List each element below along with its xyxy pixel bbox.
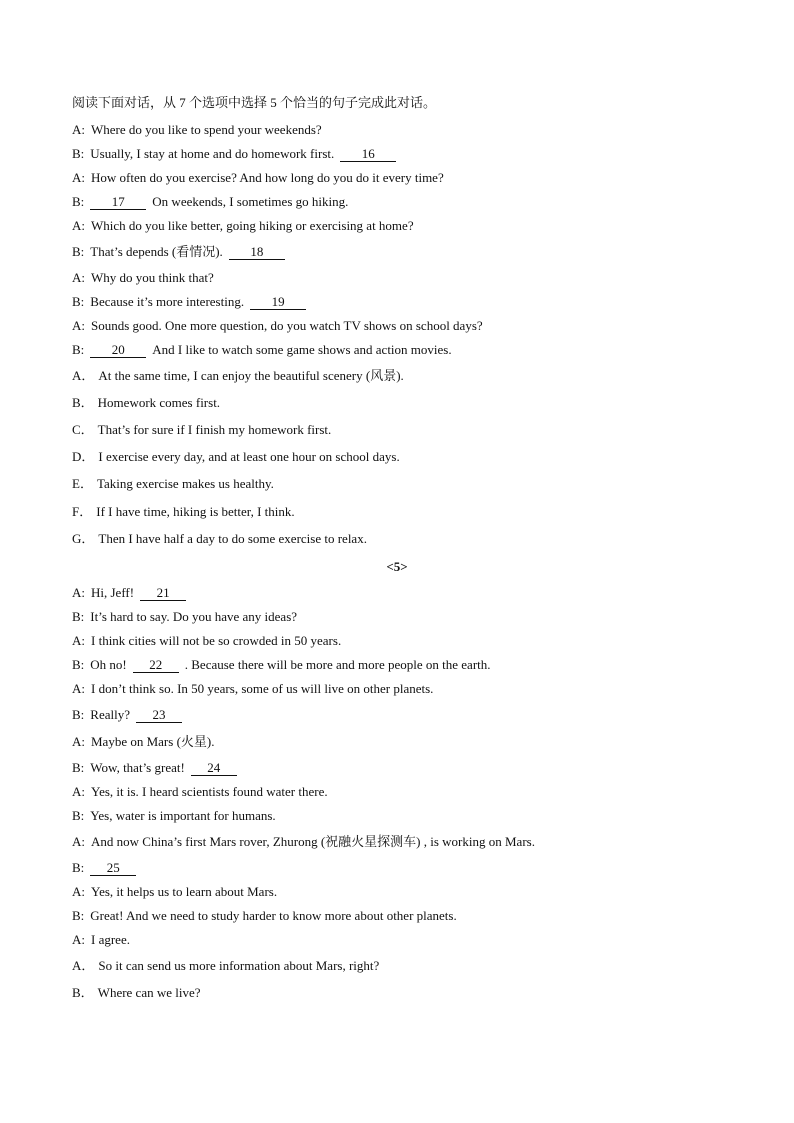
dialogue-line	[72, 341, 452, 359]
answer-blank[interactable]: 18	[229, 245, 285, 260]
speaker-label: B:	[72, 808, 85, 823]
dialogue-text: Maybe on Mars (火星).	[91, 734, 215, 749]
answer-blank[interactable]: 23	[136, 708, 182, 723]
dialogue-text: And I like to watch some game shows and action movies.	[152, 342, 452, 357]
option-text: Homework comes first.	[97, 395, 221, 410]
speaker-label: A:	[72, 633, 85, 648]
speaker-label: A:	[72, 585, 85, 600]
dialogue-line	[72, 807, 276, 825]
option-label: C．	[72, 422, 94, 437]
speaker-label: B:	[72, 707, 85, 722]
option-label: B．	[72, 395, 94, 410]
answer-blank[interactable]: 24	[191, 761, 237, 776]
dialogue-line	[72, 121, 322, 139]
dialogue-line	[72, 293, 312, 311]
dialogue-text: I don’t think so. In 50 years, some of us will live on other planets.	[91, 681, 434, 696]
speaker-label: B:	[72, 609, 85, 624]
dialogue-line	[72, 907, 457, 925]
dialogue-line	[72, 833, 535, 851]
answer-blank[interactable]: 16	[340, 147, 396, 162]
speaker-label: B:	[72, 194, 85, 209]
speaker-label: B:	[72, 657, 85, 672]
dialogue-text: Yes, it helps us to learn about Mars.	[91, 884, 278, 899]
answer-blank[interactable]: 21	[140, 586, 186, 601]
dialogue-text: I think cities will not be so crowded in 50 years.	[91, 633, 342, 648]
dialogue-text: Hi, Jeff!	[91, 585, 135, 600]
dialogue-line	[72, 169, 444, 187]
option-text: Where can we live?	[97, 985, 201, 1000]
dialogue-line	[72, 269, 214, 287]
speaker-label: A:	[72, 218, 85, 233]
option-text: Taking exercise makes us healthy.	[96, 476, 274, 491]
dialogue-line	[72, 883, 277, 901]
dialogue-text: . Because there will be more and more people on the earth.	[184, 657, 491, 672]
dialogue-line	[72, 733, 214, 751]
dialogue-line	[72, 217, 414, 235]
option-label: G．	[72, 531, 95, 546]
option-label: A．	[72, 958, 95, 973]
dialogue-text: On weekends, I sometimes go hiking.	[152, 194, 349, 209]
dialogue-text: Where do you like to spend your weekends?	[91, 122, 322, 137]
dialogue-text: And now China’s first Mars rover, Zhurong (祝融火星探测车) , is working on Mars.	[91, 834, 535, 849]
option-text: At the same time, I can enjoy the beautiful scenery (风景).	[98, 368, 404, 383]
option-label: F．	[72, 504, 93, 519]
dialogue-text: Usually, I stay at home and do homework first.	[90, 146, 335, 161]
dialogue-line	[72, 145, 402, 163]
dialogue-line	[72, 608, 297, 626]
option-label: A．	[72, 368, 95, 383]
speaker-label: A:	[72, 784, 85, 799]
option-label: E．	[72, 476, 93, 491]
answer-blank[interactable]: 25	[90, 861, 136, 876]
option-item	[72, 367, 404, 385]
speaker-label: A:	[72, 681, 85, 696]
dialogue-text: It’s hard to say. Do you have any ideas?	[90, 609, 298, 624]
option-label: D．	[72, 449, 95, 464]
dialogue-line	[72, 656, 491, 674]
dialogue-text: Oh no!	[90, 657, 127, 672]
dialogue-line	[72, 680, 433, 698]
dialogue-line	[72, 931, 130, 949]
speaker-label: B:	[72, 860, 85, 875]
speaker-label: B:	[72, 760, 85, 775]
dialogue-line	[72, 317, 483, 335]
option-item	[72, 957, 379, 975]
speaker-label: A:	[72, 318, 85, 333]
dialogue-text: I agree.	[91, 932, 130, 947]
dialogue-line	[72, 783, 328, 801]
dialogue-text: Great! And we need to study harder to know more about other planets.	[90, 908, 457, 923]
option-item	[72, 394, 220, 412]
speaker-label: B:	[72, 146, 85, 161]
option-text: If I have time, hiking is better, I think.	[96, 504, 295, 519]
dialogue-text: That’s depends (看情况).	[90, 244, 223, 259]
option-item	[72, 530, 367, 548]
answer-blank[interactable]: 17	[90, 195, 146, 210]
option-item	[72, 503, 295, 521]
speaker-label: A:	[72, 122, 85, 137]
dialogue-text: Because it’s more interesting.	[90, 294, 245, 309]
option-text: I exercise every day, and at least one hour on school days.	[98, 449, 400, 464]
speaker-label: A:	[72, 834, 85, 849]
dialogue-text: Why do you think that?	[91, 270, 214, 285]
dialogue-text: Yes, water is important for humans.	[90, 808, 276, 823]
dialogue-line	[72, 759, 243, 777]
option-item	[72, 421, 331, 439]
option-item	[72, 448, 400, 466]
speaker-label: B:	[72, 244, 85, 259]
dialogue-text: Yes, it is. I heard scientists found water there.	[91, 784, 328, 799]
answer-blank[interactable]: 22	[133, 658, 179, 673]
dialogue-text: How often do you exercise? And how long do you do it every time?	[91, 170, 444, 185]
speaker-label: A:	[72, 884, 85, 899]
dialogue-text: Wow, that’s great!	[90, 760, 185, 775]
dialogue-text: Really?	[90, 707, 131, 722]
dialogue-line	[72, 243, 291, 261]
dialogue-line	[72, 632, 341, 650]
speaker-label: B:	[72, 294, 85, 309]
option-label: B．	[72, 985, 94, 1000]
dialogue-line	[72, 706, 188, 724]
dialogue-line	[72, 584, 192, 602]
option-item	[72, 475, 274, 493]
option-text: So it can send us more information about Mars, right?	[98, 958, 380, 973]
answer-blank[interactable]: 20	[90, 343, 146, 358]
speaker-label: B:	[72, 908, 85, 923]
section-title: <5>	[386, 559, 408, 574]
dialogue-text: Sounds good. One more question, do you watch TV shows on school days?	[91, 318, 483, 333]
instruction: 阅读下面对话，从 7 个选项中选择 5 个恰当的句子完成此对话。	[72, 95, 437, 110]
speaker-label: A:	[72, 270, 85, 285]
speaker-label: A:	[72, 734, 85, 749]
answer-blank[interactable]: 19	[250, 295, 306, 310]
speaker-label: A:	[72, 170, 85, 185]
dialogue-line	[72, 859, 142, 877]
option-text: Then I have half a day to do some exercise to relax.	[98, 531, 367, 546]
dialogue-line	[72, 193, 348, 211]
option-item	[72, 984, 201, 1002]
speaker-label: B:	[72, 342, 85, 357]
speaker-label: A:	[72, 932, 85, 947]
dialogue-text: Which do you like better, going hiking or exercising at home?	[91, 218, 414, 233]
option-text: That’s for sure if I finish my homework first.	[97, 422, 332, 437]
